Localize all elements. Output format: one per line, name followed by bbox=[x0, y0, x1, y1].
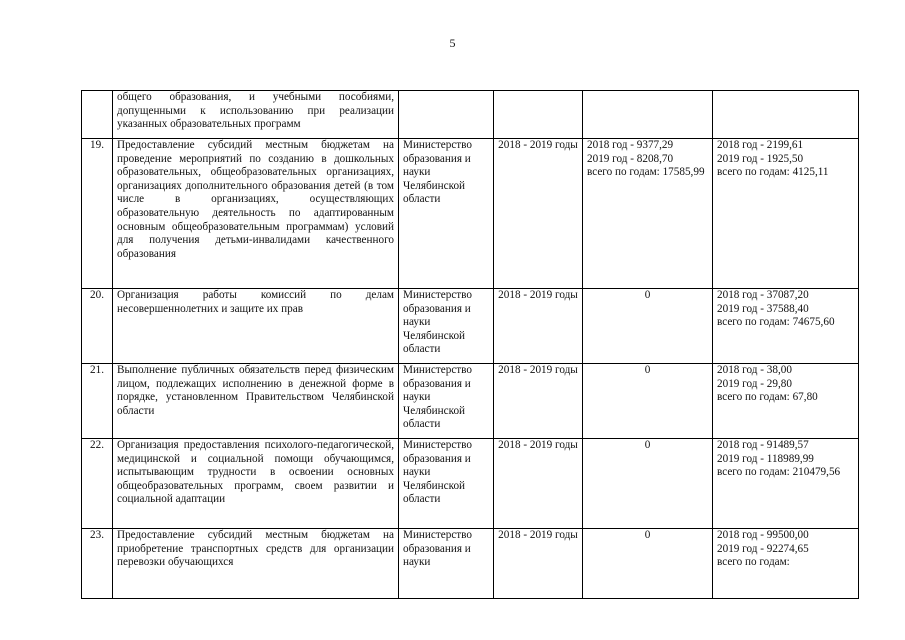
page-number: 5 bbox=[449, 36, 456, 50]
table-row bbox=[82, 139, 859, 289]
program-activities-table bbox=[81, 90, 859, 599]
row-number-cell: 21. bbox=[82, 364, 113, 439]
row-number-cell: 20. bbox=[82, 289, 113, 364]
organization-cell: Министерство образования и науки Челябинской области bbox=[399, 439, 494, 529]
funds-line: всего по годам: 74675,60 bbox=[717, 316, 835, 329]
row-number-cell: 22. bbox=[82, 439, 113, 529]
regional-funds-cell bbox=[713, 289, 859, 364]
table-row-continuation bbox=[82, 91, 859, 139]
regional-funds-cell bbox=[713, 529, 859, 599]
period-cell: 2018 - 2019 годы bbox=[494, 139, 583, 289]
funds-line: всего по годам: 4125,11 bbox=[717, 166, 829, 179]
funds-line: 2018 год - 38,00 bbox=[717, 364, 792, 376]
federal-funds-cell bbox=[583, 91, 713, 139]
regional-funds-cell bbox=[713, 439, 859, 529]
funds-line: всего по годам: bbox=[717, 556, 790, 569]
period-cell: 2018 - 2019 годы bbox=[494, 289, 583, 364]
funds-line: 0 bbox=[644, 289, 651, 301]
activity-description-cell: Предоставление субсидий местным бюджетам на проведение мероприятий по созданию в дошкольных образовательных, общеобразовательных организациях, организациях дополнительного образования детей (в том числе в организациях, осуществляющих образовательную деятельность по адаптированным основным общеобразовательным программам) условий для получения детьми-инвалидами качественного образования bbox=[113, 139, 399, 289]
funds-line: 2018 год - 2199,61 bbox=[717, 139, 804, 151]
organization-cell: Министерство образования и науки Челябинской области bbox=[399, 289, 494, 364]
funds-line: всего по годам: 210479,56 bbox=[717, 466, 841, 479]
table-row bbox=[82, 364, 859, 439]
organization-cell: Министерство образования и науки Челябинской области bbox=[399, 364, 494, 439]
funds-line: всего по годам: 67,80 bbox=[717, 391, 818, 404]
funds-line: 2018 год - 37087,20 bbox=[717, 289, 809, 301]
funds-line: 2019 год - 8208,70 bbox=[587, 152, 674, 165]
activity-description-cell: Организация работы комиссий по делам несовершеннолетних и защите их прав bbox=[113, 289, 399, 364]
period-cell: 2018 - 2019 годы bbox=[494, 439, 583, 529]
table-row bbox=[82, 529, 859, 599]
regional-funds-cell bbox=[713, 139, 859, 289]
federal-funds-cell bbox=[583, 289, 713, 364]
funds-line: 2019 год - 92274,65 bbox=[717, 542, 809, 555]
funds-line: всего по годам: 17585,99 bbox=[587, 166, 705, 179]
federal-funds-cell bbox=[583, 364, 713, 439]
funds-line: 2019 год - 118989,99 bbox=[717, 452, 814, 465]
activity-description-cell: общего образования, и учебными пособиями, допущенными к использованию при реализации указанных образовательных программ bbox=[113, 91, 399, 139]
regional-funds-cell bbox=[713, 91, 859, 139]
federal-funds-cell bbox=[583, 439, 713, 529]
funds-line: 0 bbox=[644, 364, 651, 376]
organization-cell bbox=[399, 91, 494, 139]
funds-line: 2019 год - 1925,50 bbox=[717, 152, 804, 165]
period-cell bbox=[494, 91, 583, 139]
funds-line: 2019 год - 29,80 bbox=[717, 377, 792, 390]
funds-line: 2019 год - 37588,40 bbox=[717, 302, 809, 315]
row-number-cell: 23. bbox=[82, 529, 113, 599]
table-row bbox=[82, 289, 859, 364]
funds-line: 2018 год - 91489,57 bbox=[717, 439, 809, 451]
funds-line: 2018 год - 99500,00 bbox=[717, 529, 809, 541]
federal-funds-cell bbox=[583, 529, 713, 599]
organization-cell: Министерство образования и науки bbox=[399, 529, 494, 599]
regional-funds-cell bbox=[713, 364, 859, 439]
funds-line: 0 bbox=[644, 439, 651, 451]
activity-description-cell: Предоставление субсидий местным бюджетам на приобретение транспортных средств для организации перевозки обучающихся bbox=[113, 529, 399, 599]
federal-funds-cell bbox=[583, 139, 713, 289]
organization-cell: Министерство образования и науки Челябинской области bbox=[399, 139, 494, 289]
table-row bbox=[82, 439, 859, 529]
activity-description-cell: Организация предоставления психолого-педагогической, медицинской и социальной помощи обучающимся, испытывающим трудности в освоении основных общеобразовательных программ, своем развитии и социальной адаптации bbox=[113, 439, 399, 529]
funds-line: 0 bbox=[644, 529, 651, 541]
activity-description-cell: Выполнение публичных обязательств перед физическим лицом, подлежащих исполнению в денежной форме в порядке, установленном Правительством Челябинской области bbox=[113, 364, 399, 439]
period-cell: 2018 - 2019 годы bbox=[494, 529, 583, 599]
row-number-cell: 19. bbox=[82, 139, 113, 289]
row-number-cell bbox=[82, 91, 113, 139]
funds-line: 2018 год - 9377,29 bbox=[587, 139, 674, 151]
period-cell: 2018 - 2019 годы bbox=[494, 364, 583, 439]
